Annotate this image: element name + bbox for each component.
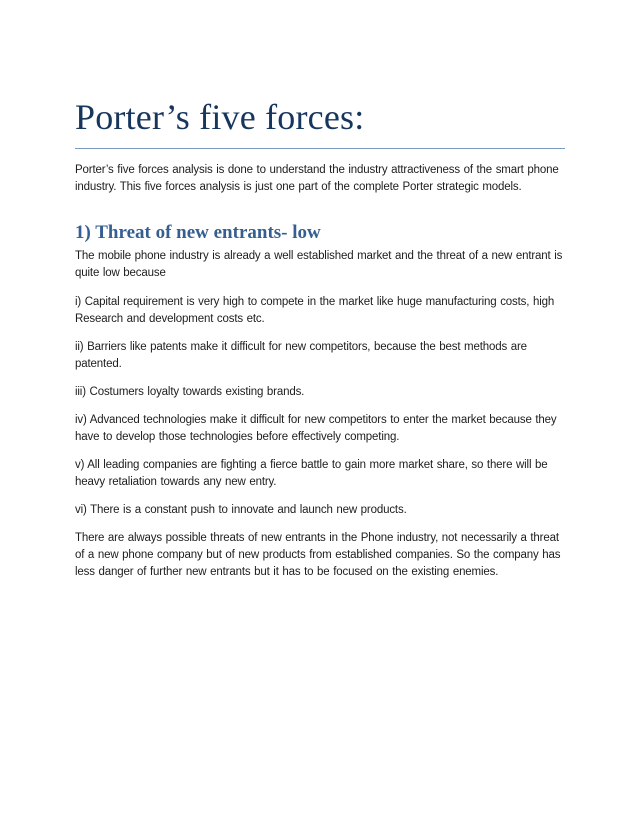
intro-paragraph: Porter’s five forces analysis is done to understand the industry attractiveness of the smart phone industry. This five forces analysis is just one part of the complete Porter strategic models. <box>75 164 559 193</box>
point-paragraph-vi: vi) There is a constant push to innovate and launch new products. <box>75 504 407 516</box>
point-paragraph-iv: iv) Advanced technologies make it difficult for new competitors to enter the market because they have to develop those technologies before effectively competing. <box>75 414 557 443</box>
conclusion-paragraph: There are always possible threats of new entrants in the Phone industry, not necessarily a threat of a new phone company but of new products from established companies. So the company has less danger of further new entrants but it has to be focused on the existing enemies. <box>75 532 561 578</box>
section-lead-paragraph: The mobile phone industry is already a well established market and the threat of a new entrant is quite low because <box>75 250 563 279</box>
point-paragraph-ii: ii) Barriers like patents make it difficult for new competitors, because the best methods are patented. <box>75 341 527 370</box>
point-paragraph-i: i) Capital requirement is very high to compete in the market like huge manufacturing costs, high Research and development costs etc. <box>75 296 555 325</box>
document-title: Porter’s five forces: <box>75 94 565 149</box>
section-heading-threat-of-new-entrants: 1) Threat of new entrants- low <box>75 222 321 243</box>
point-paragraph-v: v) All leading companies are fighting a fierce battle to gain more market share, so there will be heavy retaliation towards any new entry. <box>75 459 548 488</box>
point-paragraph-iii: iii) Costumers loyalty towards existing brands. <box>75 386 305 398</box>
